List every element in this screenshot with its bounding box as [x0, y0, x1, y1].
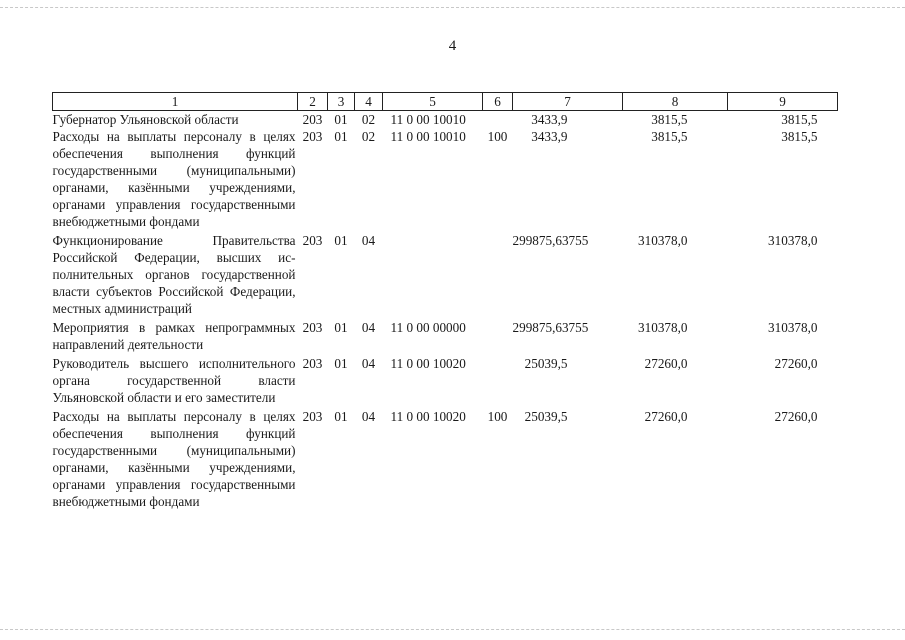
row-code-4: 04 — [361, 320, 376, 335]
row-value-7: 25039,5 — [524, 409, 568, 424]
row-value-8: 27260,0 — [644, 409, 688, 424]
row-value-8: 27260,0 — [644, 356, 688, 371]
page-number: 4 — [448, 38, 457, 54]
row-code-2: 203 — [302, 112, 323, 127]
row-value-7: 3433,9 — [531, 129, 568, 144]
row-code-6: 100 — [487, 409, 508, 424]
row-value-9: 27260,0 — [774, 409, 818, 424]
row-code-4: 04 — [361, 409, 376, 424]
row-value-8: 3815,5 — [651, 129, 688, 144]
header-col-2: 2 — [298, 93, 328, 111]
row-code-3: 01 — [334, 233, 348, 248]
row-code-3: 01 — [334, 320, 348, 335]
row-code-3: 01 — [334, 112, 348, 127]
budget-table — [52, 92, 838, 512]
header-col-7: 7 — [513, 93, 623, 111]
row-code-3: 01 — [334, 356, 348, 371]
row-value-8: 3815,5 — [651, 112, 688, 127]
row-value-9: 3815,5 — [781, 112, 818, 127]
row-name: Мероприятия в рамках непрограммных направлений деятельности — [52, 320, 296, 352]
row-code-4: 02 — [361, 112, 376, 127]
header-col-9: 9 — [728, 93, 838, 111]
table-row — [53, 128, 838, 232]
row-name: Расходы на выплаты персоналу в целях обеспечения выполнения функций государственными (муниципальными) органами, казёнными учреждениями, органами управления государственными внебюджетными фондами — [52, 409, 296, 509]
table-row — [53, 319, 838, 355]
row-name: Руководитель высшего исполнительного органа государственной власти Ульяновской области и его заместители — [52, 356, 296, 405]
row-value-7: 3433,9 — [531, 112, 568, 127]
row-code-4: 04 — [361, 233, 376, 248]
row-code-6 — [483, 232, 513, 319]
row-value-9: 310378,0 — [768, 233, 818, 248]
row-code-2: 203 — [302, 129, 323, 144]
header-col-3: 3 — [328, 93, 355, 111]
table-row — [53, 232, 838, 319]
row-code-6: 100 — [487, 129, 508, 144]
header-col-1: 1 — [53, 93, 298, 111]
table-row — [53, 355, 838, 408]
row-code-5: 11 0 00 10010 — [390, 129, 466, 144]
row-value-7: 25039,5 — [524, 356, 568, 371]
row-code-2: 203 — [302, 233, 323, 248]
row-name: Губернатор Ульяновской области — [52, 112, 239, 127]
row-code-2: 203 — [302, 409, 323, 424]
scan-edge-bottom — [0, 629, 905, 630]
row-value-8: 310378,0 — [638, 320, 688, 335]
table-row — [53, 408, 838, 512]
row-code-6 — [483, 111, 513, 129]
table-header-row — [53, 93, 838, 111]
row-code-5: 11 0 00 00000 — [390, 320, 466, 335]
row-name: Функционирование Правительства Российской Федерации, высших исполнительных органов государственной власти субъектов Российской Федерации, местных администраций — [52, 233, 296, 316]
header-col-8: 8 — [623, 93, 728, 111]
row-code-4: 04 — [361, 356, 376, 371]
row-code-5: 11 0 00 10020 — [390, 356, 466, 371]
row-value-7: 299875,63755 — [512, 320, 589, 335]
row-value-9: 310378,0 — [768, 320, 818, 335]
row-value-9: 3815,5 — [781, 129, 818, 144]
row-code-5: 11 0 00 10010 — [390, 112, 466, 127]
header-col-6: 6 — [483, 93, 513, 111]
row-code-2: 203 — [302, 356, 323, 371]
row-value-8: 310378,0 — [638, 233, 688, 248]
row-code-3: 01 — [334, 409, 348, 424]
row-code-3: 01 — [334, 129, 348, 144]
row-code-4: 02 — [361, 129, 376, 144]
table-row — [53, 111, 838, 129]
header-col-4: 4 — [355, 93, 383, 111]
row-code-2: 203 — [302, 320, 323, 335]
row-code-5: 11 0 00 10020 — [390, 409, 466, 424]
row-name: Расходы на выплаты персоналу в целях обеспечения выполнения функций государственными (муниципальными) органами, казёнными учреждениями, органами управления государственными внебюджетными фондами — [52, 129, 296, 229]
row-code-5 — [383, 232, 483, 319]
row-value-7: 299875,63755 — [512, 233, 589, 248]
header-col-5: 5 — [383, 93, 483, 111]
row-code-6 — [483, 355, 513, 408]
row-code-6 — [483, 319, 513, 355]
scan-edge-top — [0, 7, 905, 8]
row-value-9: 27260,0 — [774, 356, 818, 371]
